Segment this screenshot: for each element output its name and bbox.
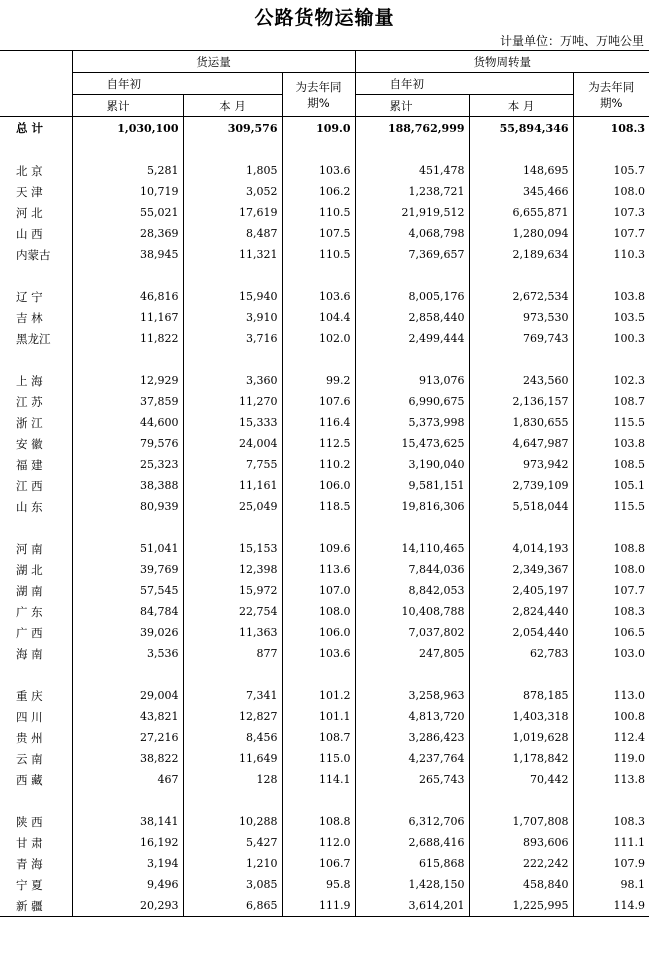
turnover-month: 1,019,628	[469, 727, 573, 748]
turnover-ytd: 9,581,151	[355, 475, 469, 496]
volume-ytd: 79,576	[72, 433, 183, 454]
header-ytd: 自年初	[72, 73, 282, 95]
table-row	[0, 391, 649, 412]
volume-month: 3,716	[183, 328, 282, 349]
turnover-ytd: 2,499,444	[355, 328, 469, 349]
volume-yoy: 104.4	[282, 307, 355, 328]
turnover-month: 1,225,995	[469, 895, 573, 917]
turnover-month: 1,707,808	[469, 811, 573, 832]
turnover-yoy: 112.4	[573, 727, 649, 748]
turnover-yoy: 103.0	[573, 643, 649, 664]
turnover-yoy: 107.7	[573, 223, 649, 244]
table-row	[0, 748, 649, 769]
volume-ytd: 57,545	[72, 580, 183, 601]
turnover-month: 70,442	[469, 769, 573, 790]
header-freight-volume: 货运量	[72, 51, 355, 73]
volume-yoy: 106.0	[282, 475, 355, 496]
turnover-ytd: 3,190,040	[355, 454, 469, 475]
turnover-month: 1,178,842	[469, 748, 573, 769]
volume-ytd: 44,600	[72, 412, 183, 433]
table-body	[0, 117, 649, 917]
volume-month: 7,341	[183, 685, 282, 706]
volume-ytd: 3,194	[72, 853, 183, 874]
turnover-yoy: 108.8	[573, 538, 649, 559]
volume-month: 11,649	[183, 748, 282, 769]
turnover-month: 1,830,655	[469, 412, 573, 433]
volume-yoy: 95.8	[282, 874, 355, 895]
turnover-yoy: 113.8	[573, 769, 649, 790]
volume-ytd: 467	[72, 769, 183, 790]
turnover-month: 2,189,634	[469, 244, 573, 265]
group-spacer	[0, 139, 649, 160]
turnover-ytd: 265,743	[355, 769, 469, 790]
table-row	[0, 412, 649, 433]
volume-yoy: 115.0	[282, 748, 355, 769]
region-name: 宁 夏	[16, 877, 43, 892]
turnover-month: 345,466	[469, 181, 573, 202]
table-row	[0, 601, 649, 622]
volume-month: 8,456	[183, 727, 282, 748]
table-row	[0, 433, 649, 454]
region-name: 广 西	[16, 625, 43, 640]
turnover-yoy: 108.5	[573, 454, 649, 475]
turnover-yoy: 108.0	[573, 181, 649, 202]
volume-yoy: 110.5	[282, 244, 355, 265]
turnover-month: 2,054,440	[469, 622, 573, 643]
table-row	[0, 580, 649, 601]
region-name: 上 海	[16, 373, 43, 388]
volume-yoy: 102.0	[282, 328, 355, 349]
volume-month: 15,333	[183, 412, 282, 433]
header-blank	[0, 51, 72, 73]
volume-month: 1,210	[183, 853, 282, 874]
region-name: 重 庆	[16, 688, 43, 703]
volume-month: 11,321	[183, 244, 282, 265]
volume-month: 877	[183, 643, 282, 664]
page-title: 公路货物运输量	[254, 7, 395, 29]
turnover-yoy: 107.7	[573, 580, 649, 601]
region-name: 辽 宁	[16, 289, 43, 304]
table-row	[0, 328, 649, 349]
table-row	[0, 223, 649, 244]
turnover-ytd: 8,842,053	[355, 580, 469, 601]
turnover-yoy: 110.3	[573, 244, 649, 265]
volume-ytd: 20,293	[72, 895, 183, 917]
volume-yoy: 111.9	[282, 895, 355, 917]
region-name: 福 建	[16, 457, 43, 472]
volume-month: 1,805	[183, 160, 282, 181]
volume-yoy: 103.6	[282, 160, 355, 181]
region-name: 广 东	[16, 604, 43, 619]
turnover-ytd: 188,762,999	[355, 117, 469, 140]
volume-yoy: 114.1	[282, 769, 355, 790]
turnover-month: 769,743	[469, 328, 573, 349]
volume-ytd: 27,216	[72, 727, 183, 748]
turnover-ytd: 21,919,512	[355, 202, 469, 223]
table-row	[0, 559, 649, 580]
region-name: 贵 州	[16, 730, 43, 745]
turnover-yoy: 102.3	[573, 370, 649, 391]
volume-month: 7,755	[183, 454, 282, 475]
turnover-yoy: 119.0	[573, 748, 649, 769]
volume-ytd: 80,939	[72, 496, 183, 517]
turnover-month: 973,942	[469, 454, 573, 475]
header-yoy-top: 为去年同	[295, 79, 342, 94]
volume-ytd: 11,822	[72, 328, 183, 349]
turnover-yoy: 103.8	[573, 433, 649, 454]
turnover-ytd: 3,286,423	[355, 727, 469, 748]
region-name: 新 疆	[0, 895, 72, 917]
turnover-month: 2,739,109	[469, 475, 573, 496]
turnover-ytd: 1,238,721	[355, 181, 469, 202]
volume-month: 8,487	[183, 223, 282, 244]
table-row	[0, 769, 649, 790]
volume-yoy: 99.2	[282, 370, 355, 391]
volume-yoy: 112.5	[282, 433, 355, 454]
volume-month: 128	[183, 769, 282, 790]
turnover-ytd: 2,688,416	[355, 832, 469, 853]
volume-ytd: 12,929	[72, 370, 183, 391]
freight-table	[0, 50, 649, 917]
volume-month: 22,754	[183, 601, 282, 622]
region-name: 内蒙古	[16, 247, 51, 262]
turnover-ytd: 4,068,798	[355, 223, 469, 244]
header-ytd: 自年初	[355, 73, 573, 95]
turnover-ytd: 6,312,706	[355, 811, 469, 832]
volume-month: 24,004	[183, 433, 282, 454]
table-row	[0, 706, 649, 727]
volume-month: 15,153	[183, 538, 282, 559]
volume-ytd: 55,021	[72, 202, 183, 223]
turnover-month: 2,824,440	[469, 601, 573, 622]
volume-yoy: 113.6	[282, 559, 355, 580]
volume-ytd: 39,026	[72, 622, 183, 643]
table-row	[0, 685, 649, 706]
turnover-ytd: 3,614,201	[355, 895, 469, 917]
table-row	[0, 370, 649, 391]
volume-month: 5,427	[183, 832, 282, 853]
table-row	[0, 643, 649, 664]
region-name: 云 南	[16, 751, 43, 766]
header-blank	[0, 73, 72, 95]
volume-yoy: 108.0	[282, 601, 355, 622]
volume-ytd: 38,822	[72, 748, 183, 769]
volume-ytd: 16,192	[72, 832, 183, 853]
volume-yoy: 106.7	[282, 853, 355, 874]
turnover-yoy: 108.3	[573, 811, 649, 832]
table-row	[0, 811, 649, 832]
volume-yoy: 107.5	[282, 223, 355, 244]
region-name: 江 苏	[16, 394, 43, 409]
volume-yoy: 103.6	[282, 643, 355, 664]
volume-month: 309,576	[183, 117, 282, 140]
table-row	[0, 874, 649, 895]
turnover-ytd: 4,237,764	[355, 748, 469, 769]
turnover-ytd: 247,805	[355, 643, 469, 664]
header-yoy-bottom: 期%	[307, 95, 330, 110]
volume-month: 11,270	[183, 391, 282, 412]
table-row	[0, 895, 649, 917]
volume-yoy: 106.0	[282, 622, 355, 643]
volume-ytd: 37,859	[72, 391, 183, 412]
header-yoy-bottom: 期%	[600, 95, 623, 110]
turnover-yoy: 107.3	[573, 202, 649, 223]
region-name: 青 海	[16, 856, 43, 871]
volume-month: 15,940	[183, 286, 282, 307]
volume-yoy: 101.2	[282, 685, 355, 706]
region-name: 吉 林	[16, 310, 43, 325]
turnover-yoy: 103.8	[573, 286, 649, 307]
turnover-yoy: 98.1	[573, 874, 649, 895]
volume-month: 15,972	[183, 580, 282, 601]
turnover-ytd: 7,844,036	[355, 559, 469, 580]
volume-month: 3,085	[183, 874, 282, 895]
table-row	[0, 538, 649, 559]
volume-yoy: 109.6	[282, 538, 355, 559]
turnover-month: 2,349,367	[469, 559, 573, 580]
volume-month: 12,827	[183, 706, 282, 727]
volume-yoy: 107.0	[282, 580, 355, 601]
group-spacer	[0, 349, 649, 370]
header-month: 本 月	[469, 95, 573, 117]
turnover-month: 148,695	[469, 160, 573, 181]
turnover-ytd: 3,258,963	[355, 685, 469, 706]
turnover-month: 62,783	[469, 643, 573, 664]
volume-month: 10,288	[183, 811, 282, 832]
volume-ytd: 10,719	[72, 181, 183, 202]
turnover-yoy: 108.7	[573, 391, 649, 412]
volume-ytd: 84,784	[72, 601, 183, 622]
header-ytd-cumulative: 累计	[355, 95, 469, 117]
turnover-month: 1,403,318	[469, 706, 573, 727]
volume-month: 12,398	[183, 559, 282, 580]
table-row	[0, 286, 649, 307]
volume-yoy: 101.1	[282, 706, 355, 727]
turnover-yoy: 105.7	[573, 160, 649, 181]
turnover-yoy: 100.3	[573, 328, 649, 349]
turnover-ytd: 10,408,788	[355, 601, 469, 622]
volume-yoy: 108.7	[282, 727, 355, 748]
turnover-month: 5,518,044	[469, 496, 573, 517]
turnover-month: 878,185	[469, 685, 573, 706]
turnover-month: 2,136,157	[469, 391, 573, 412]
turnover-yoy: 105.1	[573, 475, 649, 496]
volume-ytd: 39,769	[72, 559, 183, 580]
turnover-yoy: 111.1	[573, 832, 649, 853]
volume-yoy: 109.0	[282, 117, 355, 140]
turnover-yoy: 107.9	[573, 853, 649, 874]
group-spacer	[0, 664, 649, 685]
header-yoy-turnover	[573, 73, 649, 117]
volume-ytd: 38,388	[72, 475, 183, 496]
total-row	[0, 117, 649, 140]
region-name: 江 西	[16, 478, 43, 493]
header-freight-turnover: 货物周转量	[355, 51, 649, 73]
turnover-yoy: 113.0	[573, 685, 649, 706]
table-row	[0, 181, 649, 202]
table-row	[0, 727, 649, 748]
volume-ytd: 38,945	[72, 244, 183, 265]
volume-yoy: 116.4	[282, 412, 355, 433]
table-row	[0, 454, 649, 475]
turnover-month: 1,280,094	[469, 223, 573, 244]
turnover-yoy: 103.5	[573, 307, 649, 328]
volume-yoy: 103.6	[282, 286, 355, 307]
turnover-month: 2,672,534	[469, 286, 573, 307]
volume-ytd: 38,141	[72, 811, 183, 832]
volume-ytd: 11,167	[72, 307, 183, 328]
turnover-ytd: 7,369,657	[355, 244, 469, 265]
turnover-ytd: 4,813,720	[355, 706, 469, 727]
turnover-month: 243,560	[469, 370, 573, 391]
turnover-month: 6,655,871	[469, 202, 573, 223]
turnover-month: 973,530	[469, 307, 573, 328]
volume-yoy: 108.8	[282, 811, 355, 832]
region-name: 黑龙江	[16, 331, 51, 346]
header-yoy-top: 为去年同	[588, 79, 635, 94]
turnover-ytd: 6,990,675	[355, 391, 469, 412]
turnover-yoy: 115.5	[573, 412, 649, 433]
region-name: 陕 西	[16, 814, 43, 829]
volume-ytd: 28,369	[72, 223, 183, 244]
region-name: 海 南	[16, 646, 43, 661]
group-spacer	[0, 517, 649, 538]
volume-month: 17,619	[183, 202, 282, 223]
table-row	[0, 622, 649, 643]
turnover-yoy: 108.0	[573, 559, 649, 580]
volume-ytd: 3,536	[72, 643, 183, 664]
region-name: 甘 肃	[16, 835, 43, 850]
region-name: 湖 北	[16, 562, 43, 577]
region-name: 河 北	[16, 205, 43, 220]
volume-month: 11,161	[183, 475, 282, 496]
table-row	[0, 244, 649, 265]
turnover-month: 222,242	[469, 853, 573, 874]
turnover-ytd: 615,868	[355, 853, 469, 874]
volume-yoy: 118.5	[282, 496, 355, 517]
volume-month: 11,363	[183, 622, 282, 643]
turnover-month: 55,894,346	[469, 117, 573, 140]
turnover-ytd: 1,428,150	[355, 874, 469, 895]
volume-yoy: 110.2	[282, 454, 355, 475]
turnover-month: 2,405,197	[469, 580, 573, 601]
turnover-month: 4,647,987	[469, 433, 573, 454]
table-row	[0, 307, 649, 328]
region-name: 浙 江	[16, 415, 43, 430]
volume-ytd: 43,821	[72, 706, 183, 727]
region-name: 西 藏	[16, 772, 43, 787]
header-month: 本 月	[183, 95, 282, 117]
turnover-yoy: 106.5	[573, 622, 649, 643]
header-yoy-volume	[282, 73, 355, 117]
region-name: 安 徽	[16, 436, 43, 451]
unit-note: 计量单位：万吨、万吨公里	[499, 34, 644, 48]
volume-yoy: 112.0	[282, 832, 355, 853]
region-name: 湖 南	[16, 583, 43, 598]
volume-yoy: 106.2	[282, 181, 355, 202]
table-row	[0, 496, 649, 517]
turnover-yoy: 108.3	[573, 117, 649, 140]
turnover-yoy: 108.3	[573, 601, 649, 622]
volume-ytd: 1,030,100	[72, 117, 183, 140]
volume-yoy: 110.5	[282, 202, 355, 223]
header-blank	[0, 95, 72, 117]
turnover-yoy: 115.5	[573, 496, 649, 517]
volume-month: 3,910	[183, 307, 282, 328]
table-row	[0, 160, 649, 181]
turnover-ytd: 2,858,440	[355, 307, 469, 328]
turnover-ytd: 19,816,306	[355, 496, 469, 517]
region-name: 天 津	[16, 184, 43, 199]
region-name: 山 东	[16, 499, 43, 514]
volume-month: 3,052	[183, 181, 282, 202]
region-name: 山 西	[16, 226, 43, 241]
turnover-month: 4,014,193	[469, 538, 573, 559]
volume-month: 25,049	[183, 496, 282, 517]
turnover-ytd: 913,076	[355, 370, 469, 391]
turnover-ytd: 8,005,176	[355, 286, 469, 307]
header-ytd-cumulative: 累计	[72, 95, 183, 117]
turnover-month: 458,840	[469, 874, 573, 895]
volume-ytd: 25,323	[72, 454, 183, 475]
volume-yoy: 107.6	[282, 391, 355, 412]
turnover-ytd: 5,373,998	[355, 412, 469, 433]
turnover-ytd: 14,110,465	[355, 538, 469, 559]
turnover-yoy: 114.9	[573, 895, 649, 917]
turnover-ytd: 7,037,802	[355, 622, 469, 643]
group-spacer	[0, 265, 649, 286]
volume-ytd: 29,004	[72, 685, 183, 706]
turnover-month: 893,606	[469, 832, 573, 853]
volume-month: 6,865	[183, 895, 282, 917]
volume-ytd: 5,281	[72, 160, 183, 181]
table-row	[0, 475, 649, 496]
volume-ytd: 46,816	[72, 286, 183, 307]
region-name: 北 京	[16, 163, 43, 178]
table-row	[0, 202, 649, 223]
turnover-yoy: 100.8	[573, 706, 649, 727]
group-spacer	[0, 790, 649, 811]
region-name: 总 计	[0, 117, 72, 140]
volume-month: 3,360	[183, 370, 282, 391]
region-name: 四 川	[16, 709, 43, 724]
volume-ytd: 51,041	[72, 538, 183, 559]
volume-ytd: 9,496	[72, 874, 183, 895]
turnover-ytd: 15,473,625	[355, 433, 469, 454]
table-row	[0, 853, 649, 874]
table-row	[0, 832, 649, 853]
turnover-ytd: 451,478	[355, 160, 469, 181]
region-name: 河 南	[16, 541, 43, 556]
